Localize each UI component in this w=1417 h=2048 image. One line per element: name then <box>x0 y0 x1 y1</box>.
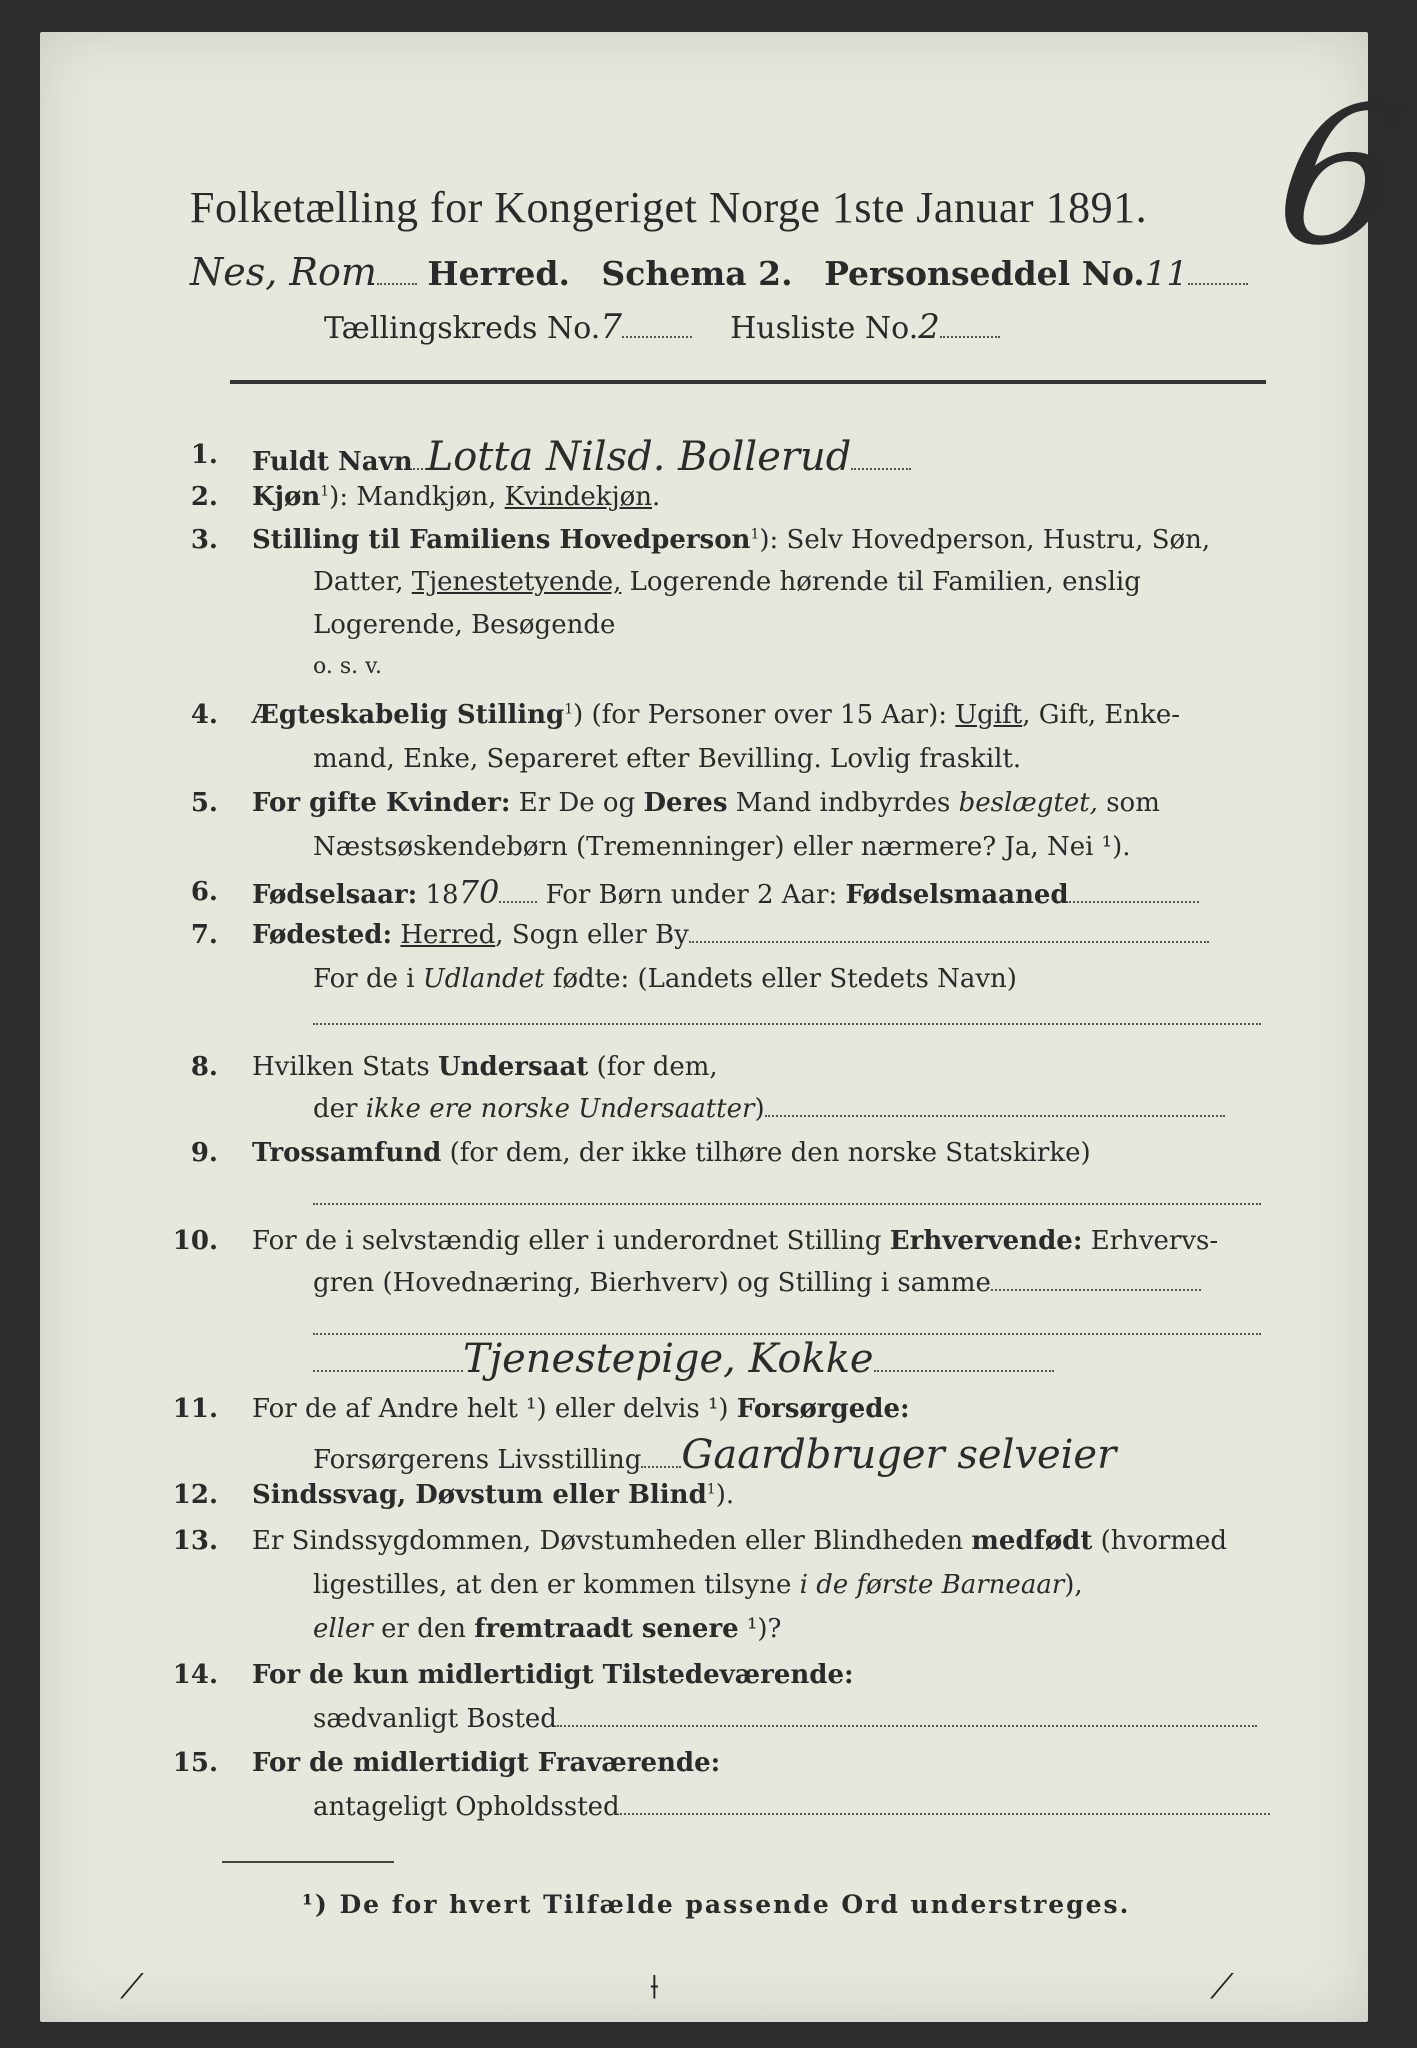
kreds-value: 7 <box>600 307 622 347</box>
item-11-line-1 <box>252 1394 910 1424</box>
page-number: 6 <box>1264 66 1417 287</box>
item-10-line-2 <box>313 1268 1201 1298</box>
item-2: Kjøn$^1$): Mandkjøn, Kvindekjøn. <box>252 482 661 512</box>
item-text: eller <box>313 1614 373 1644</box>
item-number: 15. <box>172 1748 218 1778</box>
item-6 <box>252 873 1199 911</box>
footnote-divider <box>222 1861 394 1863</box>
item-text: ikke ere norske Undersaatter <box>365 1094 755 1124</box>
item-7-line-1 <box>252 920 1209 950</box>
item-text: ) (for Personer over 15 Aar): <box>573 700 956 730</box>
item-number: 14. <box>172 1660 218 1690</box>
item-3-line-4: o. s. v. <box>313 654 382 679</box>
item-text: fødte: (Landets eller Stedets Navn) <box>544 964 1017 994</box>
item-text: (for dem, der ikke tilhøre den norske Statskirke) <box>441 1138 1091 1168</box>
item-text: , Gift, Enke- <box>1022 700 1181 730</box>
item-3-line-1: Stilling til Familiens Hovedperson$^1$): Selv Hovedperson, Hustru, Søn, <box>252 525 1211 555</box>
item-text: ) <box>754 1094 765 1124</box>
item-text: Er De og <box>510 788 644 818</box>
header-divider <box>230 380 1266 384</box>
item-label: Fødselsaar: <box>252 880 418 910</box>
item-text: Mand indbyrdes <box>727 788 959 818</box>
item-text: sædvanligt Bosted <box>313 1704 557 1734</box>
item-text: For de af Andre helt ¹) eller delvis ¹) <box>252 1394 737 1424</box>
item-5-line-2: Næstsøskendebørn (Tremenninger) eller nærmere? Ja, Nei ¹). <box>313 832 1131 862</box>
item-text: . <box>652 482 661 512</box>
corner-mark-icon: ⟋ <box>1210 1967 1234 2007</box>
husliste-label: Husliste No. <box>730 311 919 346</box>
item-8-line-2 <box>313 1094 1225 1124</box>
item-10-line-1 <box>252 1226 1218 1256</box>
full-name-value: Lotta Nilsd. Bollerud <box>426 434 852 480</box>
kreds-label: Tællingskreds No. <box>324 311 601 346</box>
item-text: i de første Barneaar <box>799 1570 1065 1600</box>
item-text: Deres <box>643 788 728 818</box>
item-12: Sindssvag, Døvstum eller Blind$^1$). <box>252 1480 735 1510</box>
item-4-line-1: Ægteskabelig Stilling$^1$) (for Personer over 15 Aar): Ugift, Gift, Enke- <box>252 700 1181 730</box>
herred-label: Herred. <box>427 254 570 293</box>
item-text: Udlandet <box>422 964 545 994</box>
item-text: For de i selvstændig eller i underordnet Stilling <box>252 1226 890 1256</box>
kreds-line <box>324 307 1000 347</box>
item-9 <box>252 1138 1091 1168</box>
item-8-line-1 <box>252 1052 718 1082</box>
item-number: 9. <box>190 1138 218 1168</box>
item-15-line-2 <box>313 1792 1270 1822</box>
item-number: 8. <box>190 1052 218 1082</box>
corner-mark-icon: ⟊ <box>650 1967 659 2007</box>
item-text: er den <box>372 1614 475 1644</box>
herred-line <box>190 250 1248 294</box>
item-label: Stilling til Familiens Hovedperson <box>252 525 751 555</box>
item-1 <box>252 434 911 480</box>
item-label: Fuldt Navn <box>252 447 413 477</box>
item-text: Hvilken Stats <box>252 1052 438 1082</box>
item-number: 5. <box>190 788 218 818</box>
item-text: medfødt <box>971 1526 1093 1556</box>
item-13-line-1 <box>252 1526 1227 1556</box>
husliste-value: 2 <box>918 307 940 347</box>
item-text: Fødselsmaaned <box>845 880 1069 910</box>
underlined-choice: Ugift <box>955 700 1023 730</box>
item-3-line-2 <box>313 567 1141 597</box>
item-text: For de i <box>313 964 423 994</box>
item-number: 6. <box>190 877 218 907</box>
item-text: Erhvervs- <box>1082 1226 1219 1256</box>
provider-occupation-value: Gaardbruger selveier <box>681 1432 1117 1478</box>
personseddel-value: 11 <box>1144 254 1189 294</box>
item-number: 11. <box>172 1394 218 1424</box>
birth-year-value: 70 <box>458 873 500 911</box>
schema-label: Schema 2. <box>601 254 793 293</box>
item-9-blank-line <box>313 1182 1261 1212</box>
item-13-line-2 <box>313 1570 1083 1600</box>
item-5-line-1 <box>252 788 1160 818</box>
item-14-line-2 <box>313 1704 1257 1734</box>
item-4-line-2: mand, Enke, Separeret efter Bevilling. Lovlig fraskilt. <box>313 744 1022 774</box>
item-text: gren (Hovednæring, Bierhverv) og Stilling i samme <box>313 1268 991 1298</box>
item-text: som <box>1097 788 1160 818</box>
item-7-line-2 <box>313 964 1017 994</box>
item-text: Er Sindssygdommen, Døvstumheden eller Blindheden <box>252 1526 972 1556</box>
item-label: Ægteskabelig Stilling <box>252 700 565 730</box>
item-10-value-line <box>313 1336 1054 1382</box>
item-text: For Børn under 2 Aar: <box>537 880 846 910</box>
item-text: ): Mandkjøn, <box>329 482 505 512</box>
item-text: beslægtet, <box>958 788 1098 818</box>
item-text: , Sogn eller By <box>495 920 689 950</box>
form-title: Folketælling for Kongeriget Norge 1ste Januar 1891. <box>190 183 1148 232</box>
underlined-choice: Kvindekjøn <box>504 482 653 512</box>
item-label: Kjøn <box>252 482 321 512</box>
item-number: 1. <box>190 440 218 470</box>
item-text: Erhvervende: <box>889 1226 1083 1256</box>
item-text: ¹)? <box>738 1614 782 1644</box>
item-13-line-3 <box>313 1614 781 1644</box>
item-text: Forsørgede: <box>736 1394 910 1424</box>
item-15-line-1: For de midlertidigt Fraværende: <box>252 1748 721 1778</box>
item-text: 18 <box>417 880 459 910</box>
item-3-line-3: Logerende, Besøgende <box>313 610 616 640</box>
personseddel-label: Personseddel No. <box>824 254 1145 293</box>
underlined-choice: Herred <box>400 920 496 950</box>
item-number: 2. <box>190 482 218 512</box>
item-text: ), <box>1064 1570 1083 1600</box>
item-text: (hvormed <box>1092 1526 1227 1556</box>
item-text: Forsørgerens Livsstilling <box>313 1445 642 1475</box>
item-number: 12. <box>172 1480 218 1510</box>
item-text: ). <box>715 1480 735 1510</box>
item-label: Sindssvag, Døvstum eller Blind <box>252 1480 707 1510</box>
item-text: Datter, <box>313 567 412 597</box>
item-text: antageligt Opholdssted <box>313 1792 620 1822</box>
item-text: Logerende hørende til Familien, enslig <box>621 567 1141 597</box>
item-text: der <box>313 1094 366 1124</box>
item-7-blank-line <box>313 1002 1261 1032</box>
item-number: 7. <box>190 920 218 950</box>
item-number: 3. <box>190 525 218 555</box>
herred-value: Nes, Rom <box>190 250 377 294</box>
item-text: ): Selv Hovedperson, Hustru, Søn, <box>759 525 1211 555</box>
corner-mark-icon: ⟋ <box>120 1967 144 2007</box>
item-label: Fødested: <box>252 920 393 950</box>
census-form-paper <box>40 32 1417 2022</box>
item-label: Trossamfund <box>252 1138 442 1168</box>
item-number: 13. <box>172 1526 218 1556</box>
item-text: Undersaat <box>437 1052 589 1082</box>
item-text: (for dem, <box>588 1052 718 1082</box>
underlined-choice: Tjenestetyende, <box>411 567 622 597</box>
item-text: ligestilles, at den er kommen tilsyne <box>313 1570 800 1600</box>
item-number: 10. <box>172 1226 218 1256</box>
footnote: ¹) De for hvert Tilfælde passende Ord understreges. <box>302 1890 1131 1919</box>
item-label: For gifte Kvinder: <box>252 788 511 818</box>
item-number: 4. <box>190 700 218 730</box>
item-11-line-2 <box>313 1432 1116 1478</box>
item-text: fremtraadt senere <box>474 1614 739 1644</box>
occupation-value: Tjenestepige, Kokke <box>463 1336 874 1382</box>
item-14-line-1: For de kun midlertidigt Tilstedeværende: <box>252 1660 854 1690</box>
